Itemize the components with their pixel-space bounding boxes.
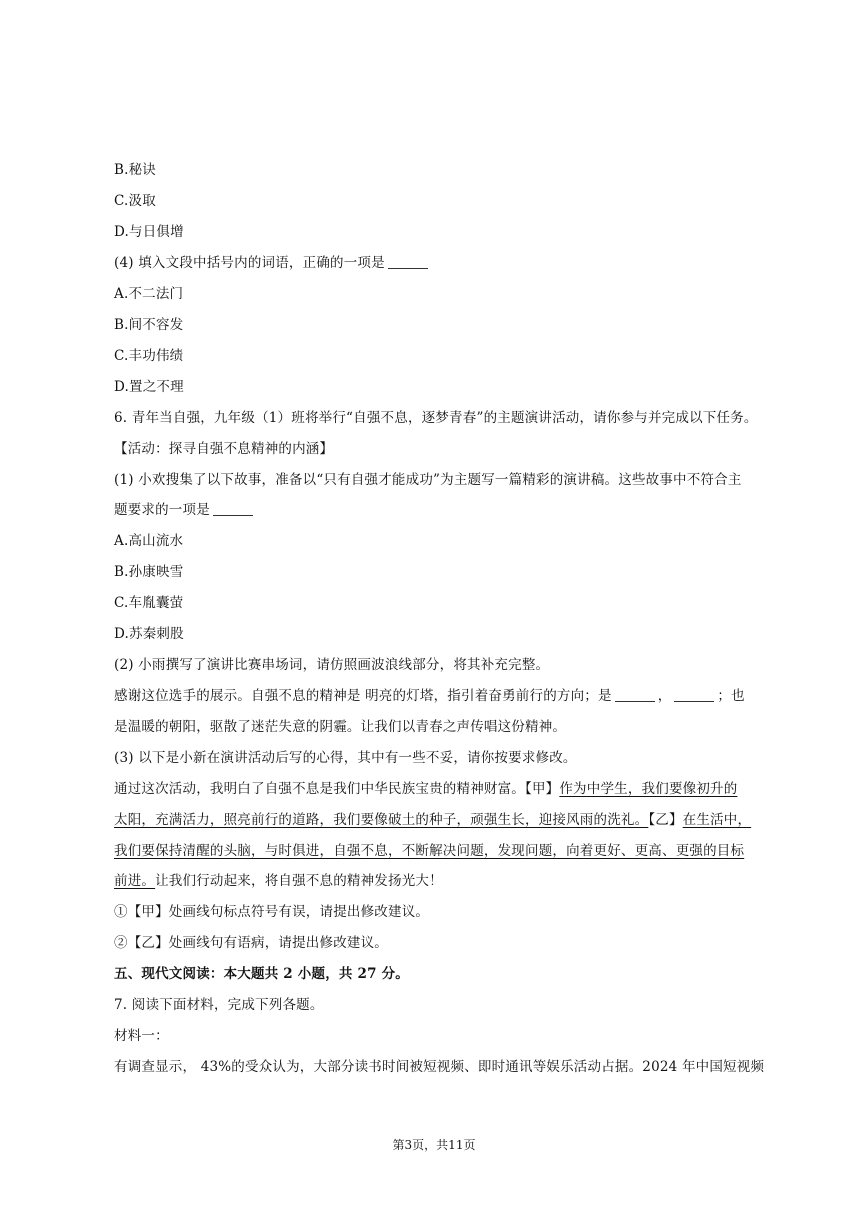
task-yi: ②【乙】处画线句有语病，请提出修改建议。 xyxy=(114,935,388,951)
speech-text-1: 感谢这位选手的展示。自强不息的精神是 明亮的灯塔，指引着奋勇前行的方向；是 ， ；也 xyxy=(114,688,745,704)
task-jia: ①【甲】处画线句标点符号有误，请提出修改建议。 xyxy=(114,904,430,920)
question-7: 7. 阅读下面材料，完成下列各题。 xyxy=(114,997,324,1013)
option-c: C.车胤囊萤 xyxy=(114,595,184,611)
question-6-intro: 6. 青年当自强，九年级（1）班将举行“自强不息，逐梦青春”的主题演讲活动，请你参与并完成以下任务。 xyxy=(114,410,758,426)
answer-blank-2 xyxy=(674,687,714,702)
option-b: B.间不容发 xyxy=(114,317,184,333)
reflection-line-4: 前进。让我们行动起来，将自强不息的精神发扬光大！ xyxy=(114,873,443,889)
option-d: D.苏秦刺股 xyxy=(114,626,184,642)
option-b: B.孙康映雪 xyxy=(114,564,184,580)
option-d-yuriju: D.与日俱增 xyxy=(114,224,184,240)
reflection-line-1: 通过这次活动，我明白了自强不息是我们中华民族宝贵的精神财富。【甲】作为中学生，我们要像初升的 xyxy=(114,781,738,797)
sub-question-3: (3) 以下是小新在演讲活动后写的心得，其中有一些不妥，请你按要求修改。 xyxy=(114,750,577,766)
answer-blank xyxy=(388,254,428,269)
sub-question-1-cont: 题要求的一项是 xyxy=(114,500,759,520)
section-5-heading: 五、现代文阅读：本大题共 2 小题，共 27 分。 xyxy=(114,966,409,982)
option-c-jiqu: C.汲取 xyxy=(114,193,156,209)
reflection-line-2: 太阳，充满活力，照亮前行的道路，我们要像破土的种子，顽强生长，迎接风雨的洗礼。【乙】在生活中， xyxy=(114,812,752,828)
option-c: C.丰功伟绩 xyxy=(114,348,184,364)
question-4: (4) 填入文段中括号内的词语，正确的一项是 xyxy=(114,253,759,273)
answer-blank-1 xyxy=(615,687,655,702)
material-1-label: 材料一： xyxy=(114,1028,169,1044)
option-d: D.置之不理 xyxy=(114,379,184,395)
sub-question-2: (2) 小雨撰写了演讲比赛串场词，请仿照画波浪线部分，将其补充完整。 xyxy=(114,657,550,673)
reflection-line-3: 我们要保持清醒的头脑，与时俱进，自强不息，不断解决问题，发现问题，向着更好、更高、更强的目标 xyxy=(114,843,745,859)
option-a: A.不二法门 xyxy=(114,286,184,302)
activity-heading: 【活动：探寻自强不息精神的内涵】 xyxy=(114,441,334,457)
material-1-text: 有调查显示， 43%的受众认为，大部分读书时间被短视频、即时通讯等娱乐活动占据。2024 年中国短视频 xyxy=(114,1059,765,1075)
answer-blank xyxy=(213,501,253,516)
option-a: A.高山流水 xyxy=(114,533,184,549)
page-footer: 第3页，共11页 xyxy=(392,1138,476,1152)
option-b-mijue: B.秘诀 xyxy=(114,162,157,178)
sub-question-1: (1) 小欢搜集了以下故事，准备以“只有自强才能成功”为主题写一篇精彩的演讲稿。这些故事中不符合主 xyxy=(114,472,742,488)
speech-text-2: 是温暖的朝阳，驱散了迷茫失意的阴霾。让我们以青春之声传唱这份精神。 xyxy=(114,719,567,735)
